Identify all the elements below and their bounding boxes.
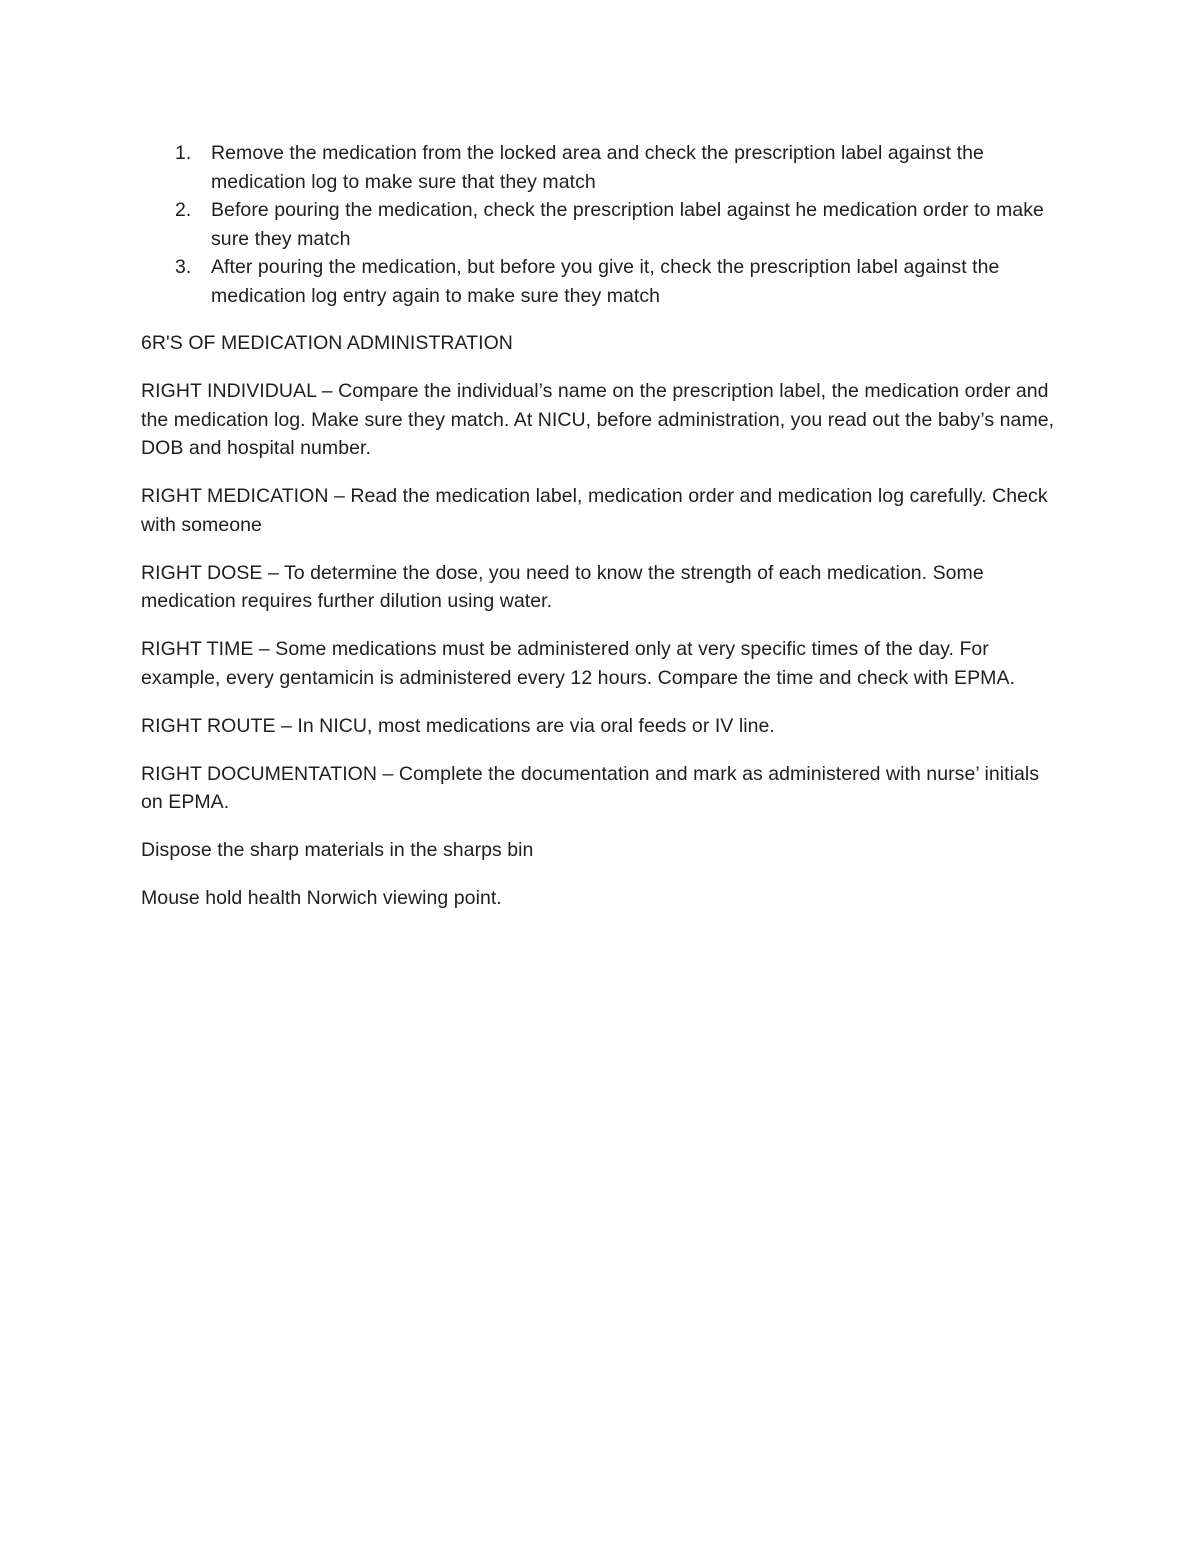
list-item [141,196,1061,253]
paragraph-right-documentation: RIGHT DOCUMENTATION – Complete the documentation and mark as administered with nurse’ initials on EPMA. [141,762,1040,813]
list-item-number: 3. [175,256,192,278]
paragraph-right-individual: RIGHT INDIVIDUAL – Compare the individual’s name on the prescription label, the medication order and the medication log. Make sure they match. At NICU, before administration, you read out the baby’s name, DOB and hospital number. [141,380,1055,459]
list-item-text: Remove the medication from the locked area and check the prescription label against the medication log to make sure that they match [211,142,984,193]
paragraph-dispose-sharps: Dispose the sharp materials in the sharps bin [141,839,534,861]
paragraph-right-medication: RIGHT MEDICATION – Read the medication label, medication order and medication log carefully. Check with someone [141,485,1048,536]
numbered-steps-list [141,139,1061,310]
section-heading: 6R'S OF MEDICATION ADMINISTRATION [141,332,513,354]
paragraph-right-dose: RIGHT DOSE – To determine the dose, you need to know the strength of each medication. Some medication requires further dilution using water. [141,561,984,612]
paragraph-viewing-point: Mouse hold health Norwich viewing point. [141,887,502,909]
list-item-number: 1. [175,142,192,164]
paragraph-right-time: RIGHT TIME – Some medications must be administered only at very specific times of the day. For example, every gentamicin is administered every 12 hours. Compare the time and check with EPMA. [141,638,1015,689]
list-item-text: Before pouring the medication, check the prescription label against he medication order to make sure they match [211,199,1044,250]
paragraph-right-route: RIGHT ROUTE – In NICU, most medications are via oral feeds or IV line. [141,714,775,737]
list-item [141,139,1061,196]
list-item [141,253,1061,310]
list-item-number: 2. [175,199,192,221]
document-body [141,139,1061,932]
list-item-text: After pouring the medication, but before you give it, check the prescription label against the medication log entry again to make sure they match [211,256,1000,307]
